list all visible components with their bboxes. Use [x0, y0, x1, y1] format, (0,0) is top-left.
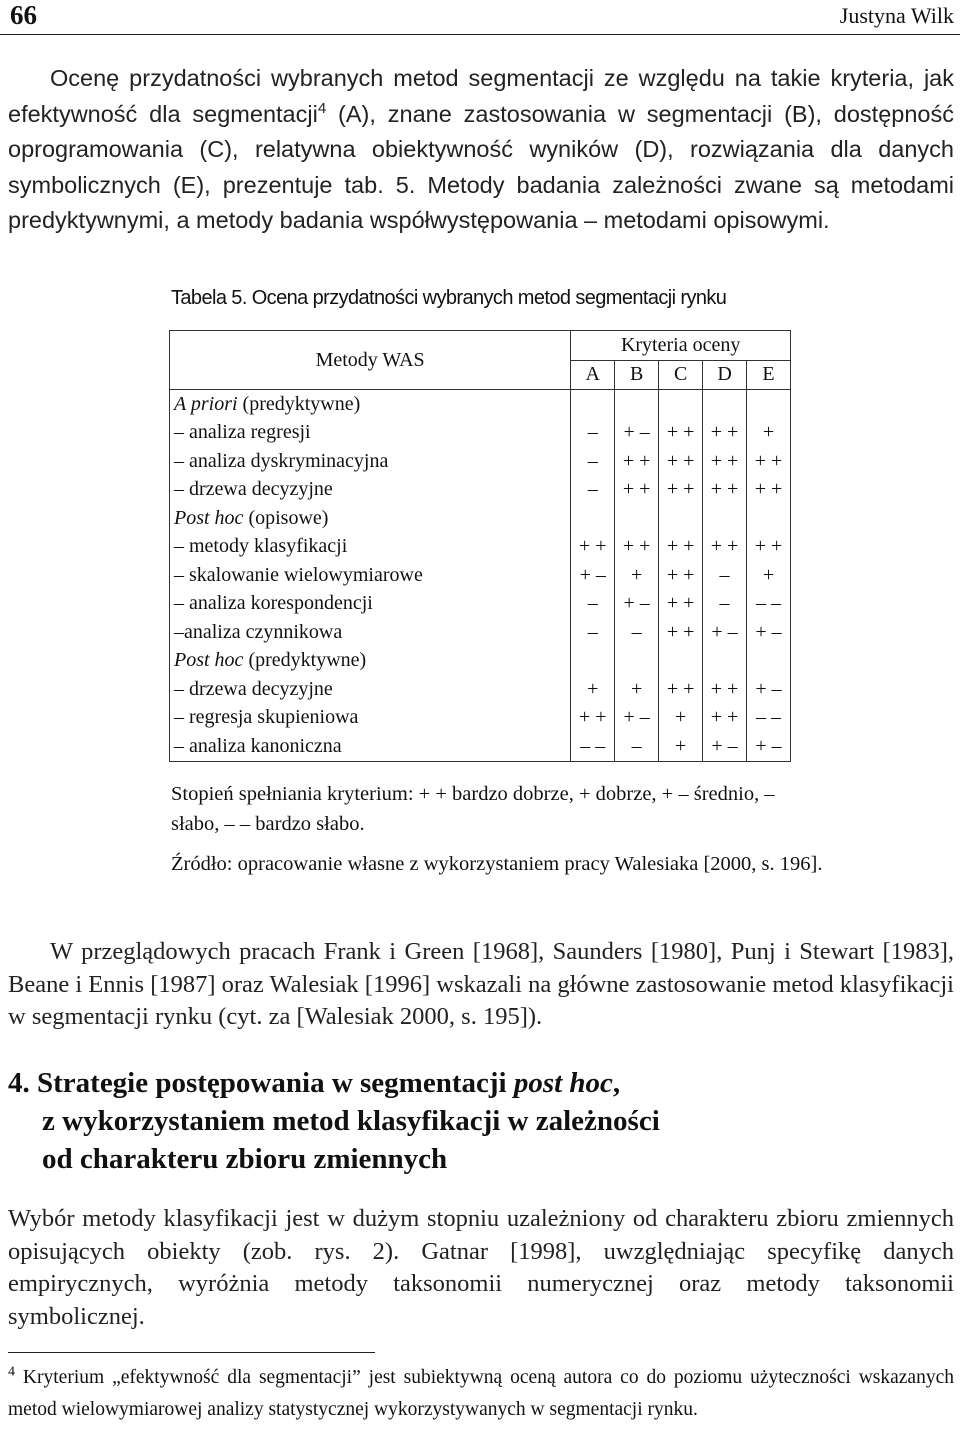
rating-cell: – — [615, 618, 659, 647]
section-heading-line2: z wykorzystaniem metod klasyfikacji w zależności — [42, 1105, 660, 1137]
table-row — [170, 447, 791, 476]
rating-cell: + + — [615, 476, 659, 505]
rating-cell: + — [659, 704, 703, 733]
rating-cell: – — [571, 447, 615, 476]
classification-paragraph: Wybór metody klasyfikacji jest w dużym stopniu uzależniony od charakteru zbioru zmiennych opisujących obiekty (zob. rys. 2). Gatnar [1998], uwzględniając specyfikę danych empirycznych, wyróżnia metody taksonomii numerycznej oraz metody taksonomii symbolicznej. — [8, 1205, 954, 1330]
criterion-header: E — [747, 360, 791, 390]
criterion-header: B — [615, 360, 659, 390]
rating-cell: + + — [703, 447, 747, 476]
method-label: – drzewa decyzyjne — [170, 675, 571, 704]
rating-cell: + + — [747, 533, 791, 562]
table-row — [170, 618, 791, 647]
rating-cell: + + — [659, 618, 703, 647]
table-row — [170, 476, 791, 505]
rating-cell: + — [659, 732, 703, 761]
rating-cell: + + — [703, 675, 747, 704]
page-number: 66 — [10, 0, 37, 30]
criteria-header: Kryteria oceny — [571, 331, 791, 361]
group-header-row — [170, 504, 791, 533]
rating-cell: + – — [615, 419, 659, 448]
method-label: – analiza dyskryminacyjna — [170, 447, 571, 476]
group-title-rest: (predyktywne) — [243, 649, 367, 672]
group-header-row — [170, 390, 791, 419]
section-title-start: 4. Strategie postępowania w segmentacji — [8, 1067, 514, 1099]
table-caption: Tabela 5. Ocena przydatności wybranych metod segmentacji rynku — [171, 287, 727, 309]
rating-cell: + – — [747, 732, 791, 761]
table-row — [170, 675, 791, 704]
criterion-header: A — [571, 360, 615, 390]
rating-cell: + + — [659, 533, 703, 562]
group-title-rest: (predyktywne) — [237, 392, 361, 415]
group-title-italic: A priori — [174, 392, 238, 415]
rating-cell: + + — [703, 419, 747, 448]
method-label: – metody klasyfikacji — [170, 533, 571, 562]
section-heading-line3: od charakteru zbioru zmiennych — [42, 1143, 448, 1175]
method-label: – analiza regresji — [170, 419, 571, 448]
rating-cell: – – — [571, 732, 615, 761]
rating-cell: + + — [703, 533, 747, 562]
rating-cell: – — [571, 618, 615, 647]
footnote-mark: 4 — [8, 1364, 15, 1380]
rating-cell: + — [615, 675, 659, 704]
rating-cell: + — [747, 561, 791, 590]
group-title-rest: (opisowe) — [243, 506, 329, 529]
rating-cell: + — [571, 675, 615, 704]
rating-cell: + + — [659, 476, 703, 505]
section-title-comma: , — [612, 1067, 621, 1099]
evaluation-table — [169, 330, 791, 762]
rating-cell: + – — [615, 590, 659, 619]
table-source: Źródło: opracowanie własne z wykorzystaniem pracy Walesiaka [2000, s. 196]. — [171, 853, 823, 875]
rating-cell: – — [571, 419, 615, 448]
rating-cell: – — [703, 590, 747, 619]
rating-cell: + — [615, 561, 659, 590]
rating-cell: + + — [615, 447, 659, 476]
footnote-text: Kryterium „efektywność dla segmentacji” jest subiektywną oceną autora co do poziomu użyteczności wskazanych metod wielowymiarowej analizy statystycznej wykorzystywanych w segmentacji rynku. — [8, 1367, 954, 1420]
rating-cell: – – — [747, 704, 791, 733]
rating-cell: + – — [747, 675, 791, 704]
rating-cell: + – — [703, 618, 747, 647]
rating-cell: – — [571, 590, 615, 619]
criterion-header: C — [659, 360, 703, 390]
rating-cell: + + — [747, 476, 791, 505]
rating-cell: + + — [747, 447, 791, 476]
rating-cell: + + — [703, 476, 747, 505]
rating-cell: – — [615, 732, 659, 761]
intro-text-part1: Ocenę przydatności wybranych metod segmentacji ze względu na takie kryteria, jak efektywność dla segmentacji — [8, 65, 954, 127]
rating-cell: + – — [571, 561, 615, 590]
rating-cell: + – — [703, 732, 747, 761]
rating-cell: + + — [571, 704, 615, 733]
table-row — [170, 561, 791, 590]
rating-cell: – – — [747, 590, 791, 619]
rating-cell: + + — [659, 675, 703, 704]
footnote — [8, 1362, 954, 1426]
method-label: – analiza korespondencji — [170, 590, 571, 619]
review-paragraph: W przeglądowych pracach Frank i Green [1968], Saunders [1980], Punj i Stewart [1983], Beane i Ennis [1987] oraz Walesiak [1996] wskazali na główne zastosowanie metod klasyfikacji w segmentacji rynku (cyt. za [Walesiak 2000, s. 195]). — [8, 938, 954, 1030]
rating-cell: + + — [659, 447, 703, 476]
footnote-divider — [8, 1352, 375, 1353]
section-heading-line1 — [8, 1064, 948, 1102]
table-legend: Stopień spełniania kryterium: + + bardzo dobrze, + dobrze, + – średnio, – słabo, – – bardzo słabo. — [171, 783, 775, 835]
method-label: – regresja skupieniowa — [170, 704, 571, 733]
criterion-header: D — [703, 360, 747, 390]
running-head-author: Justyna Wilk — [839, 3, 954, 28]
rating-cell: + + — [615, 533, 659, 562]
rating-cell: – — [571, 476, 615, 505]
method-label: –analiza czynnikowa — [170, 618, 571, 647]
rating-cell: + – — [615, 704, 659, 733]
table-row — [170, 732, 791, 761]
rating-cell: + — [747, 419, 791, 448]
table-row — [170, 590, 791, 619]
group-header-row — [170, 647, 791, 676]
methods-column-header: Metody WAS — [170, 331, 571, 390]
table-row — [170, 419, 791, 448]
footnote-reference[interactable]: 4 — [317, 99, 327, 117]
intro-paragraph — [8, 61, 954, 239]
table-row — [170, 704, 791, 733]
section-heading — [8, 1064, 948, 1178]
method-label: – drzewa decyzyjne — [170, 476, 571, 505]
page-header — [0, 0, 960, 35]
method-label: – analiza kanoniczna — [170, 732, 571, 761]
table-row — [170, 533, 791, 562]
rating-cell: + – — [747, 618, 791, 647]
section-title-italic: post hoc — [513, 1067, 613, 1099]
rating-cell: + + — [703, 704, 747, 733]
rating-cell: + + — [659, 419, 703, 448]
rating-cell: + + — [659, 590, 703, 619]
rating-cell: + + — [571, 533, 615, 562]
method-label: – skalowanie wielowymiarowe — [170, 561, 571, 590]
group-title-italic: Post hoc — [174, 506, 244, 529]
group-title-italic: Post hoc — [174, 649, 244, 672]
intro-text-part2: (A), znane zastosowania w segmentacji (B), dostępność oprogramowania (C), relatywna obiektywność wyników (D), rozwiązania dla danych symbolicznych (E), prezentuje tab. 5. Metody badania zależności zwane są metodami predyktywnymi, a metody badania współwystępowania – metodami opisowymi. — [8, 100, 954, 233]
rating-cell: + + — [659, 561, 703, 590]
rating-cell: – — [703, 561, 747, 590]
